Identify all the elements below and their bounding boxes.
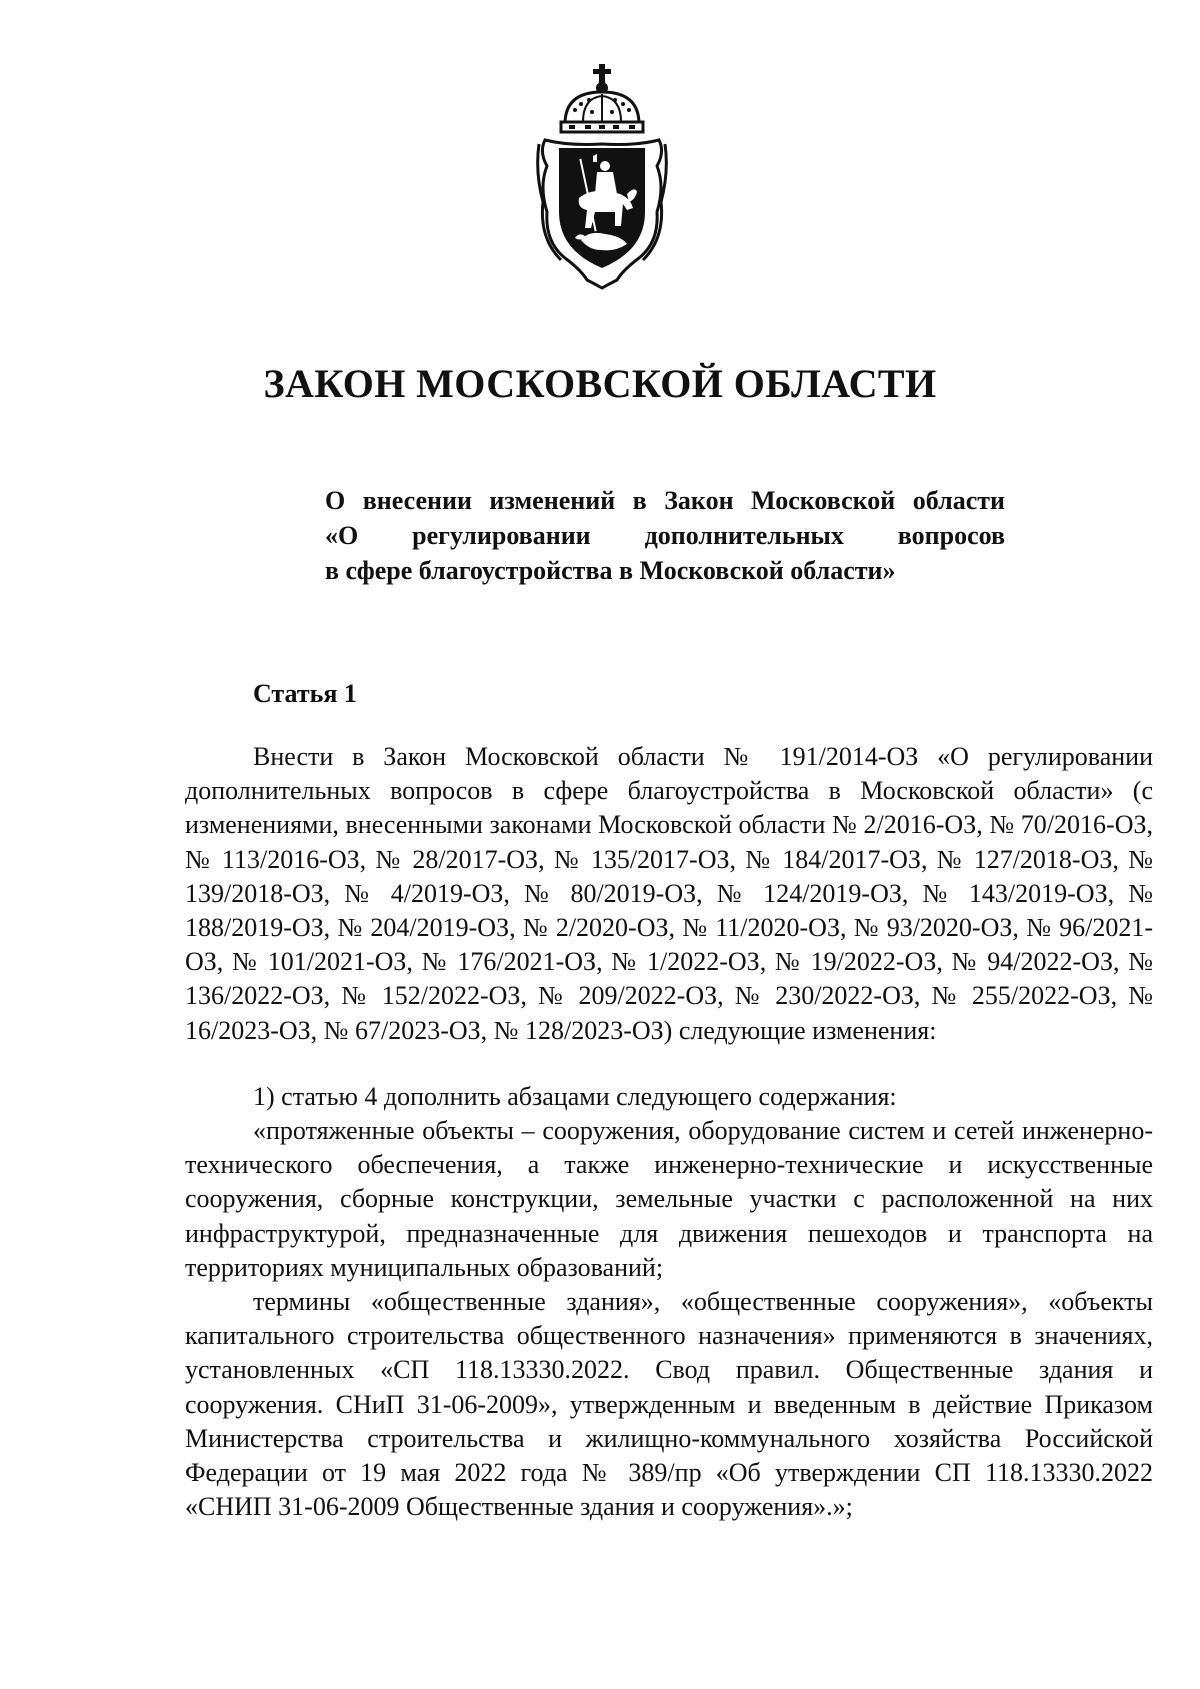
- intro-paragraph: Внести в Закон Московской области № 191/2014-ОЗ «О регулировании дополнительных вопросов в сфере благоустройства в Московской области» (с изменениями, внесенными законами Московской области № 2/2016-ОЗ, № 70/2016-ОЗ, № 113/2016-ОЗ, № 28/2017-ОЗ, № 135/2017-ОЗ, № 184/2017-ОЗ, № 127/2018-ОЗ, № 139/2018-ОЗ, № 4/2019-ОЗ, № 80/2019-ОЗ, № 124/2019-ОЗ, № 143/2019-ОЗ, № 188/2019-ОЗ, № 204/2019-ОЗ, № 2/2020-ОЗ, № 11/2020-ОЗ, № 93/2020-ОЗ, № 96/2021-ОЗ, № 101/2021-ОЗ, № 176/2021-ОЗ, № 1/2022-ОЗ, № 19/2022-ОЗ, № 94/2022-ОЗ, № 136/2022-ОЗ, № 152/2022-ОЗ, № 209/2022-ОЗ, № 230/2022-ОЗ, № 255/2022-ОЗ, № 16/2023-ОЗ, № 67/2023-ОЗ, № 128/2023-ОЗ) следующие изменения:: [185, 742, 1153, 1045]
- coat-of-arms-icon: [535, 62, 670, 290]
- amendment-paragraph: «протяженные объекты – сооружения, оборудование систем и сетей инженерно-технического обеспечения, а также инженерно-технические и искусственные сооружения, сборные конструкции, земельные участки с расположенной на них инфраструктурой, предназначенные для движения пешеходов и транспорта на территориях муниципальных образований;: [185, 1116, 1153, 1282]
- subtitle-line: в сфере благоустройства в Московской области»: [325, 556, 896, 585]
- subtitle-line: О внесении изменений в Закон Московской области: [325, 486, 1005, 515]
- subtitle-line: «О регулировании дополнительных вопросов: [325, 521, 1005, 550]
- article-heading: Статья 1: [253, 679, 357, 708]
- article-body: [185, 740, 1153, 1524]
- amendment-paragraph: термины «общественные здания», «общественные сооружения», «объекты капитального строительства общественного назначения» применяются в значениях, установленных «СП 118.13330.2022. Свод правил. Общественные здания и сооружения. СНиП 31-06-2009», утвержденным и введенным в действие Приказом Министерства строительства и жилищно-коммунального хозяйства Российской Федерации от 19 мая 2022 года № 389/пр «Об утверждении СП 118.13330.2022 «СНИП 31-06-2009 Общественные здания и сооружения».»;: [185, 1287, 1153, 1522]
- document-title: ЗАКОН МОСКОВСКОЙ ОБЛАСТИ: [263, 361, 937, 406]
- amendment-item-1: 1) статью 4 дополнить абзацами следующего содержания:: [253, 1081, 897, 1111]
- document-subtitle: [325, 483, 1005, 588]
